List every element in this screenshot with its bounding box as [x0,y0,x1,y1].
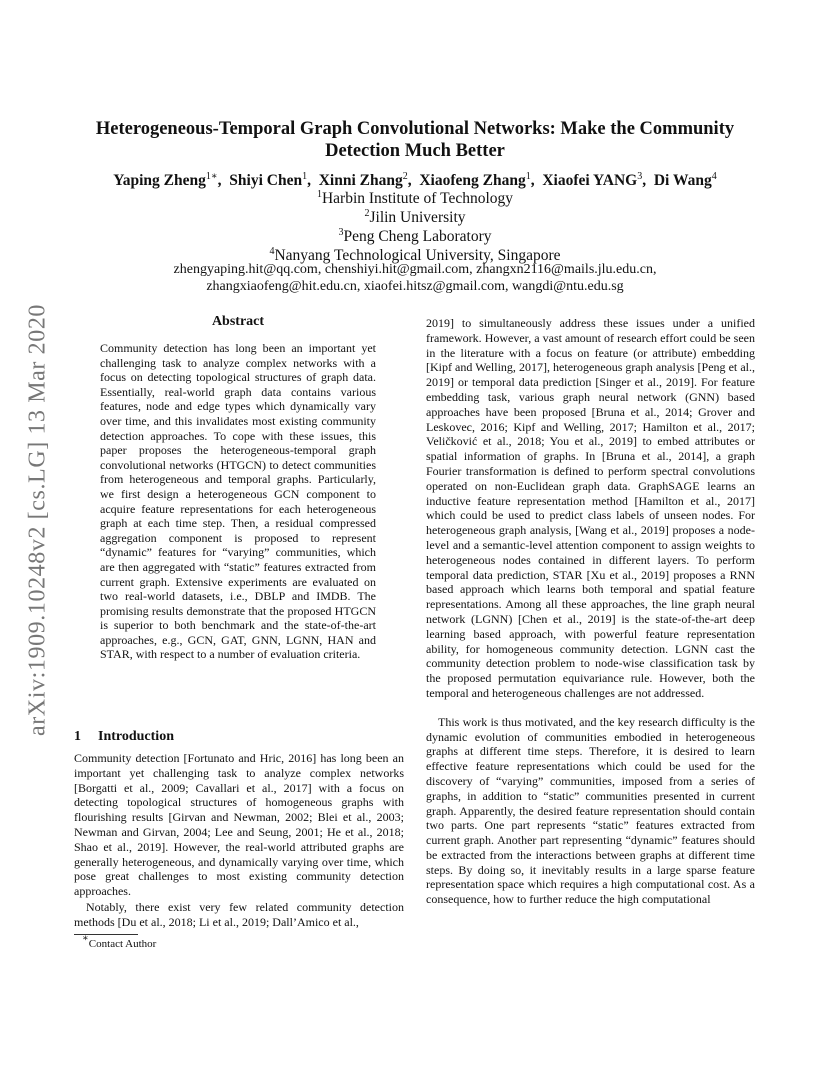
footnote: ∗Contact Author [82,933,157,950]
section-title: Introduction [98,729,174,744]
paragraph: Community detection [Fortunato and Hric, 2016] has long been an important yet challenging task to analyze complex networks [Borgatti et al., 2009; Cavallari et al., 2017] with a focus on detecting topological structures of homogeneous graphs with flourishing results [Girvan and Newman, 2002; Blei et al., 2003; Newman and Girvan, 2004; Lee and Seung, 2001; He et al., 2018; Shao et al., 2019]. However, the real-world attributed graphs are generally heterogeneous, and dynamically varying over time, which pose great challenges to most existing community detection approaches. [74,751,404,899]
abstract-text: Community detection has long been an important yet challenging task to analyze complex networks with a focus on detecting topological structures of graph data. Essentially, real-world graph data contains various features, node and edge types which dynamically vary over time, and this invalidates most existing community detection approaches. To cope with these issues, this paper proposes the heterogeneous-temporal graph convolutional networks (HTGCN) to detect communities from heterogeneous and temporal graphs. Particularly, we first design a heterogeneous GCN component to acquire feature representations for each heterogeneous graph at each time step. Then, a residual compressed aggregation component is proposed to represent “dynamic” features for “varying” communities, which are then aggregated with “static” features extracted from current graph. Extensive experiments are evaluated on two real-world datasets, i.e., DBLP and IMDB. The promising results demonstrate that the proposed HTGCN is superior to both benchmark and the state-of-the-art approaches, e.g., GCN, GAT, GNN, LGNN, HAN and STAR, with respect to a number of evaluation criteria. [100,341,376,662]
author: Di Wang$^4$ [653,171,717,189]
author: Xinni Zhang$^2$ [318,171,408,189]
paper-title: Heterogeneous-Temporal Graph Convolutional Networks: Make the Community Detection Much Better [95,119,735,161]
email-line: zhengyaping.hit@qq.com, chenshiyi.hit@gmail.com, zhangxn2116@mails.jlu.edu.cn, [173,262,657,277]
affiliation: $^2$Jilin University [364,208,466,226]
author: Xiaofei YANG$^3$ [542,171,643,189]
author-list: Yaping Zheng$^{1∗}$, Shiyi Chen$^1$, Xinni Zhang$^2$, Xiaofeng Zhang$^1$, Xiaofei YANG$^3$, Di Wang$^4$ [113,171,717,189]
arxiv-identifier: arXiv:1909.10248v2 [cs.LG] 13 Mar 2020 [24,303,51,737]
affiliation: $^3$Peng Cheng Laboratory [338,227,492,245]
section-heading [74,729,404,745]
arxiv-side-label [18,285,58,755]
paragraph: Notably, there exist very few related community detection methods [Du et al., 2018; Li et al., 2019; Dall’Amico et al., [74,899,404,929]
section-number: 1 [74,729,81,744]
email-list [60,261,770,295]
affiliation: $^1$Harbin Institute of Technology [316,189,514,207]
author: Shiyi Chen$^1$ [229,171,308,189]
abstract-heading: Abstract [211,314,265,329]
paragraph: This work is thus motivated, and the key research difficulty is the dynamic evolution of communities embodied in heterogeneous graphs at different time steps. Therefore, it is desired to learn effective feature representations which could be used for the discovery of “varying” communities, imposed from a series of graphs, in addition to “static” communities presented in current graph. Apparently, the desired feature representation should contain two parts. One part represents “static” features extracted from current graph. Another part representing “dynamic” features should be extracted from the interactions between graphs at different time steps. By doing so, it inevitably results in a large sparse feature representation space which requires a high computational cost. As a consequence, how to further reduce the high computational [426,714,755,907]
author: Xiaofeng Zhang$^1$ [419,171,531,189]
right-column-body [426,316,755,907]
email-line: zhangxiaofeng@hit.edu.cn, xiaofei.hitsz@gmail.com, wangdi@ntu.edu.sg [206,279,624,294]
affiliation: $^4$Nanyang Technological University, Singapore [269,246,561,264]
left-column-body [74,751,404,930]
paragraph: 2019] to simultaneously address these issues under a unified framework. However, a vast amount of research effort could be seen in the literature with a focus on feature (or attribute) embedding [Kipf and Welling, 2017], heterogeneous graph analysis [Peng et al., 2019] or temporal data prediction [Singer et al., 2019]. For feature embedding task, various graph neural network (GNN) based approaches have been proposed [Bruna et al., 2014; Grover and Leskovec, 2016; Kipf and Welling, 2017; Hamilton et al., 2017; Veličković et al., 2018; You et al., 2019] to embed attributes or spatial information of graphs. In [Bruna et al., 2014], a graph Fourier transformation is defined to perform spectral convolutions operated on non-Euclidean graph data. GraphSAGE learns an inductive feature representation method [Hamilton et al., 2017] which could be used to predict class labels of unseen nodes. For heterogeneous graph analysis, [Wang et al., 2019] proposes a node-level and a semantic-level attention component to assign weights to heterogeneous nodes contained in different layers. To perform temporal data prediction, STAR [Xu et al., 2019] proposes a RNN based approach which learns both temporal and spatial feature representations. Among all these approaches, the line graph neural network (LGNN) [Chen et al., 2019] is the state-of-the-art deep learning based approach, with powerful feature representation ability, for homogeneous community detection. LGNN cast the community detection problem to node-wise classification task by the proposed permutation equivariance rule. However, both the temporal and heterogeneous challenges are not addressed. [426,316,755,700]
affiliation-list [60,189,770,265]
author: Yaping Zheng$^{1∗}$ [113,171,218,189]
